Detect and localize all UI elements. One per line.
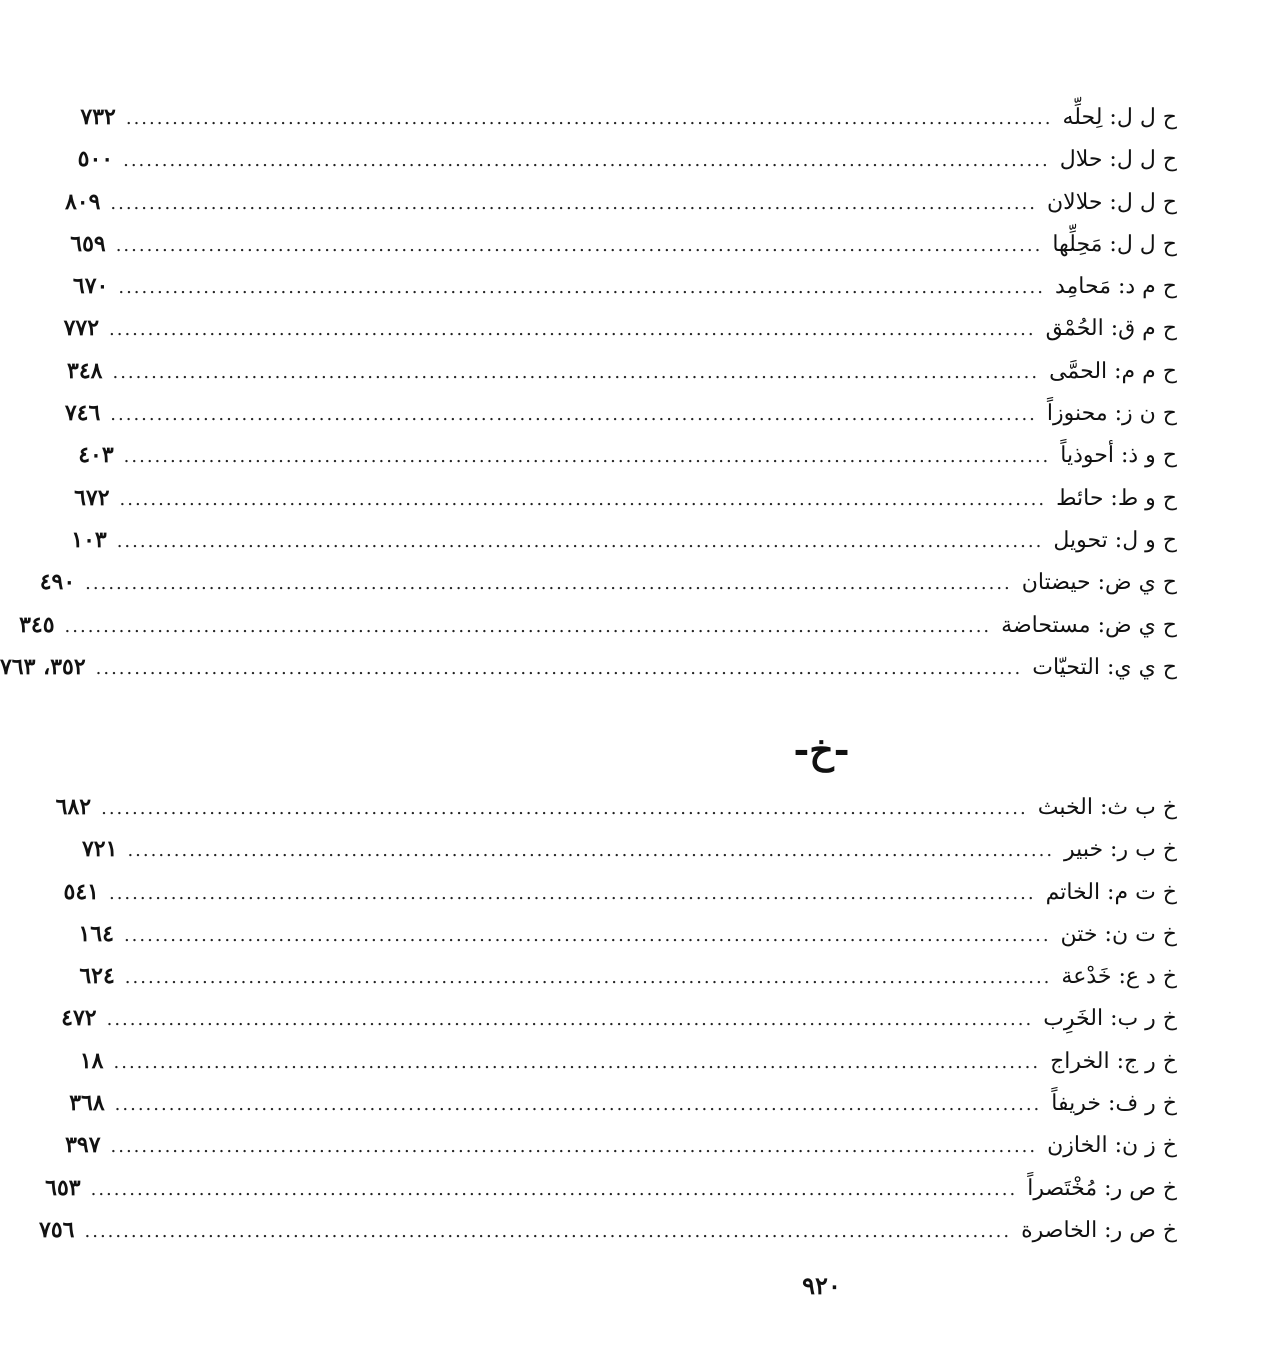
index-entry: [78, 434, 1177, 476]
index-entry: [71, 519, 1177, 561]
index-entry: [64, 181, 1177, 223]
index-entry: [39, 1209, 1177, 1251]
entry-pages: ٧٧٢: [63, 315, 100, 342]
index-entry: [67, 350, 1177, 392]
index-entry: [19, 604, 1177, 646]
leader-dots: ........................................................................................................................: [123, 446, 1051, 468]
entry-term: ح م م: الحمَّى: [1049, 358, 1177, 384]
index-entry: [65, 1124, 1177, 1166]
entry-pages: ٣٦٨: [69, 1090, 105, 1117]
leader-dots: ........................................................................................................................: [114, 1094, 1042, 1116]
leader-dots: ........................................................................................................................: [108, 882, 1036, 904]
entry-pages: ٤٠٣: [78, 442, 114, 469]
index-entry: [69, 1082, 1177, 1124]
leader-dots: ........................................................................................................................: [110, 192, 1037, 214]
leader-dots: ........................................................................................................................: [106, 1009, 1034, 1031]
entry-pages: ٦٧٢: [74, 484, 110, 511]
index-entry: [64, 392, 1177, 434]
leader-dots: ........................................................................................................................: [85, 573, 1012, 595]
index-entry: [0, 646, 1177, 688]
entry-pages: ٤٩٠: [39, 569, 76, 596]
entry-pages: ٥٤١: [63, 878, 99, 905]
leader-dots: ........................................................................................................................: [116, 530, 1044, 552]
entry-pages: ٦٧٠: [72, 273, 109, 300]
leader-dots: ........................................................................................................................: [124, 967, 1052, 989]
leader-dots: ........................................................................................................................: [110, 1136, 1038, 1158]
entry-pages: ٣٩٧: [65, 1132, 101, 1159]
index-entry: [72, 265, 1177, 307]
section-heading: -خ-: [793, 727, 850, 772]
entry-term: خ ر ج: الخراج: [1050, 1048, 1177, 1074]
entry-pages: ١٨: [79, 1047, 104, 1074]
leader-dots: ........................................................................................................................: [123, 150, 1050, 172]
entry-term: خ ت م: الخاتم: [1045, 879, 1177, 905]
entry-pages: ٧٣٢: [80, 104, 116, 130]
entry-pages: ٥٠٠: [77, 146, 114, 173]
index-entry: [45, 1167, 1177, 1209]
entry-term: خ ر ب: الخَرِب: [1043, 1006, 1177, 1032]
entry-pages: ٦٥٣: [45, 1174, 81, 1201]
entry-pages: ٦٥٩: [70, 230, 106, 257]
entry-pages: ٨٠٩: [64, 188, 101, 215]
entry-pages: ٣٥٢، ٧٦٣: [0, 653, 86, 680]
entry-term: خ ب ث: الخبث: [1037, 795, 1177, 820]
entry-pages: ٧٥٦: [39, 1216, 75, 1243]
leader-dots: ........................................................................................................................: [112, 361, 1040, 383]
entry-term: خ ص ر: مُخْتَصراً: [1027, 1175, 1177, 1201]
index-entry: [81, 828, 1177, 870]
entry-term: ح ي ي: التحيّات: [1032, 654, 1177, 680]
index-entry: [74, 477, 1177, 519]
entry-term: خ د ع: خَدْعة: [1061, 964, 1177, 990]
index-entry: [78, 913, 1177, 955]
index-entry: [70, 223, 1177, 265]
entry-pages: ٣٤٥: [19, 611, 55, 638]
entry-term: خ ر ف: خريفاً: [1051, 1091, 1177, 1117]
index-entry: [63, 307, 1177, 349]
leader-dots: ........................................................................................................................: [84, 1220, 1012, 1242]
entry-term: خ ز ن: الخازن: [1047, 1133, 1177, 1159]
entry-pages: ١٠٣: [71, 526, 107, 553]
entry-term: ح و ل: تحويل: [1053, 527, 1177, 553]
entry-pages: ٣٤٨: [67, 357, 103, 384]
entry-term: ح ي ض: حيضتان: [1021, 570, 1177, 596]
index-section-ha: [0, 96, 1177, 688]
entry-term: ح ل ل: مَحِلِّها: [1052, 231, 1177, 257]
leader-dots: ........................................................................................................................: [64, 615, 992, 637]
entry-term: ح و ط: حائط: [1056, 485, 1177, 511]
entry-term: خ ت ن: ختن: [1060, 921, 1177, 947]
entry-term: ح ي ض: مستحاضة: [1001, 612, 1177, 638]
index-entry: [77, 138, 1177, 180]
leader-dots: ........................................................................................................................: [101, 798, 1028, 819]
leader-dots: ........................................................................................................................: [127, 840, 1055, 862]
index-entry: [80, 96, 1177, 138]
index-entry: [61, 997, 1177, 1039]
entry-term: ح ل ل: حلال: [1059, 147, 1177, 173]
entry-term: ح م ق: الحُمْق: [1045, 316, 1177, 342]
entry-pages: ٦٨٢: [55, 794, 92, 820]
index-entry: [55, 786, 1177, 828]
index-entry: [79, 955, 1177, 997]
leader-dots: ........................................................................................................................: [123, 924, 1051, 946]
entry-term: ح ل ل: حلالان: [1047, 189, 1177, 215]
leader-dots: ........................................................................................................................: [109, 319, 1036, 341]
entry-pages: ٦٢٤: [79, 963, 115, 990]
index-entry: [39, 561, 1177, 603]
leader-dots: ........................................................................................................................: [95, 657, 1023, 679]
index-entry: [63, 871, 1177, 913]
leader-dots: ........................................................................................................................: [113, 1051, 1041, 1073]
entry-pages: ٤٧٢: [61, 1005, 97, 1032]
index-section-kha: [39, 786, 1177, 1251]
page-number: ٩٢٠: [802, 1271, 841, 1300]
entry-pages: ٧٢١: [81, 836, 118, 863]
entry-term: ح ن ز: محنوزاً: [1046, 401, 1177, 427]
leader-dots: ........................................................................................................................: [115, 234, 1043, 256]
entry-term: ح م د: مَحامِد: [1054, 274, 1177, 300]
leader-dots: ........................................................................................................................: [110, 404, 1037, 426]
leader-dots: ........................................................................................................................: [90, 1178, 1018, 1200]
entry-term: خ ص ر: الخاصرة: [1021, 1217, 1177, 1243]
leader-dots: ........................................................................................................................: [119, 488, 1047, 510]
leader-dots: ........................................................................................................................: [118, 277, 1045, 299]
entry-term: خ ب ر: خبير: [1064, 837, 1177, 863]
entry-term: ح و ذ: أحوذياً: [1060, 443, 1177, 469]
entry-term: ح ل ل: لِحلِّه: [1062, 105, 1177, 130]
leader-dots: ........................................................................................................................: [125, 108, 1053, 129]
entry-pages: ١٦٤: [78, 920, 114, 947]
index-entry: [79, 1040, 1177, 1082]
entry-pages: ٧٤٦: [64, 400, 101, 427]
